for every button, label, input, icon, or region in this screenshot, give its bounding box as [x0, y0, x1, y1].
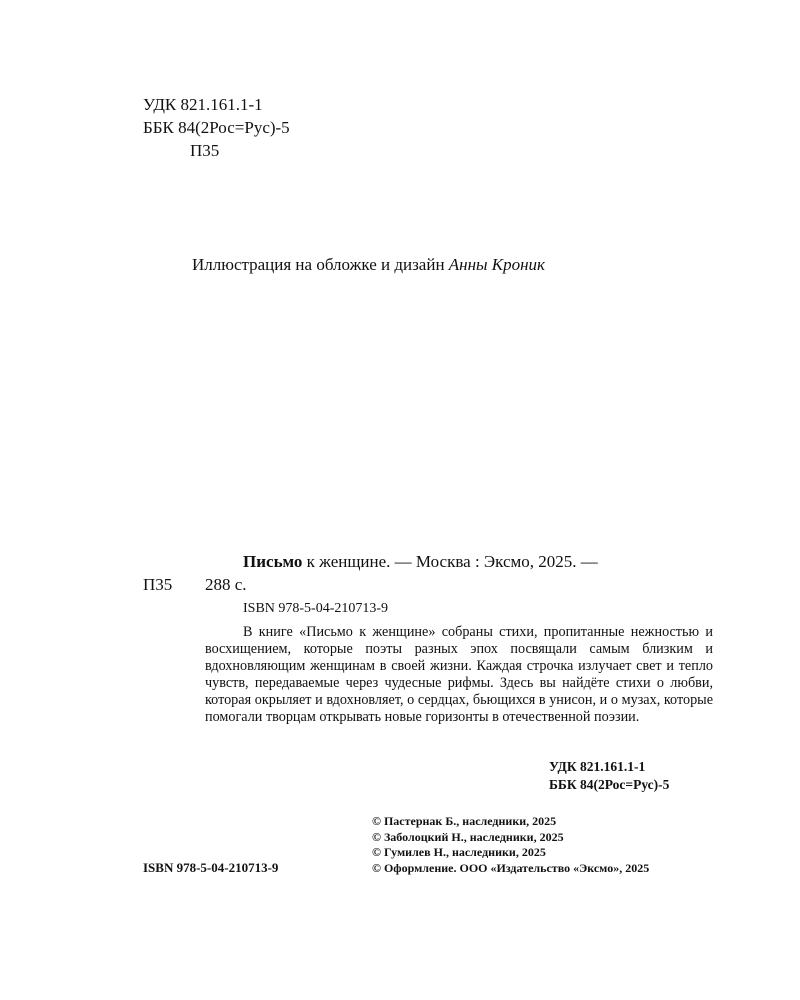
header-bbk: ББК 84(2Рос=Рус)-5 [143, 118, 290, 137]
illustration-credit [192, 255, 545, 275]
copyright-block [372, 814, 649, 876]
annotation-text: В книге «Письмо к женщине» собраны стихи, пропитанные нежностью и восхищением, которые поэты разных эпох посвящали самым близким и вдохновляющим женщинам в своей жизни. Каждая строчка излучает свет и тепло чувств, передаваемые через чудесные рифмы. Здесь вы найдёте стихи о любви, которая окрыляет и вдохновляет, о сердцах, бьющихся в унисон, и о музах, которые помогали творцам открывать новые горизонты в отечественной поэзии. [205, 624, 713, 725]
record-author-mark: П35 [143, 575, 173, 594]
record-udk: УДК 821.161.1-1 [549, 759, 646, 774]
header-author-mark: П35 [190, 141, 220, 160]
book-title-line [243, 552, 598, 572]
book-annotation [205, 624, 713, 726]
illustration-credit-prefix: Иллюстрация на обложке и дизайн [192, 255, 445, 274]
book-imprint: к женщине. — Москва : Эксмо, 2025. — [306, 552, 598, 571]
book-title: Письмо [243, 552, 303, 571]
illustration-artist: Анны Кроник [448, 255, 545, 274]
bottom-isbn: ISBN 978-5-04-210713-9 [143, 860, 279, 875]
copyright-line: © Оформление. ООО «Издательство «Эксмо», 2025 [372, 860, 650, 875]
record-bbk: ББК 84(2Рос=Рус)-5 [549, 777, 670, 792]
record-pages: 288 с. [205, 575, 247, 594]
record-isbn: ISBN 978-5-04-210713-9 [243, 601, 389, 616]
copyright-line: © Гумилев Н., наследники, 2025 [372, 845, 546, 859]
header-udk: УДК 821.161.1-1 [143, 95, 263, 114]
copyright-line: © Заболоцкий Н., наследники, 2025 [372, 829, 564, 844]
copyright-line: © Пастернак Б., наследники, 2025 [372, 814, 557, 828]
